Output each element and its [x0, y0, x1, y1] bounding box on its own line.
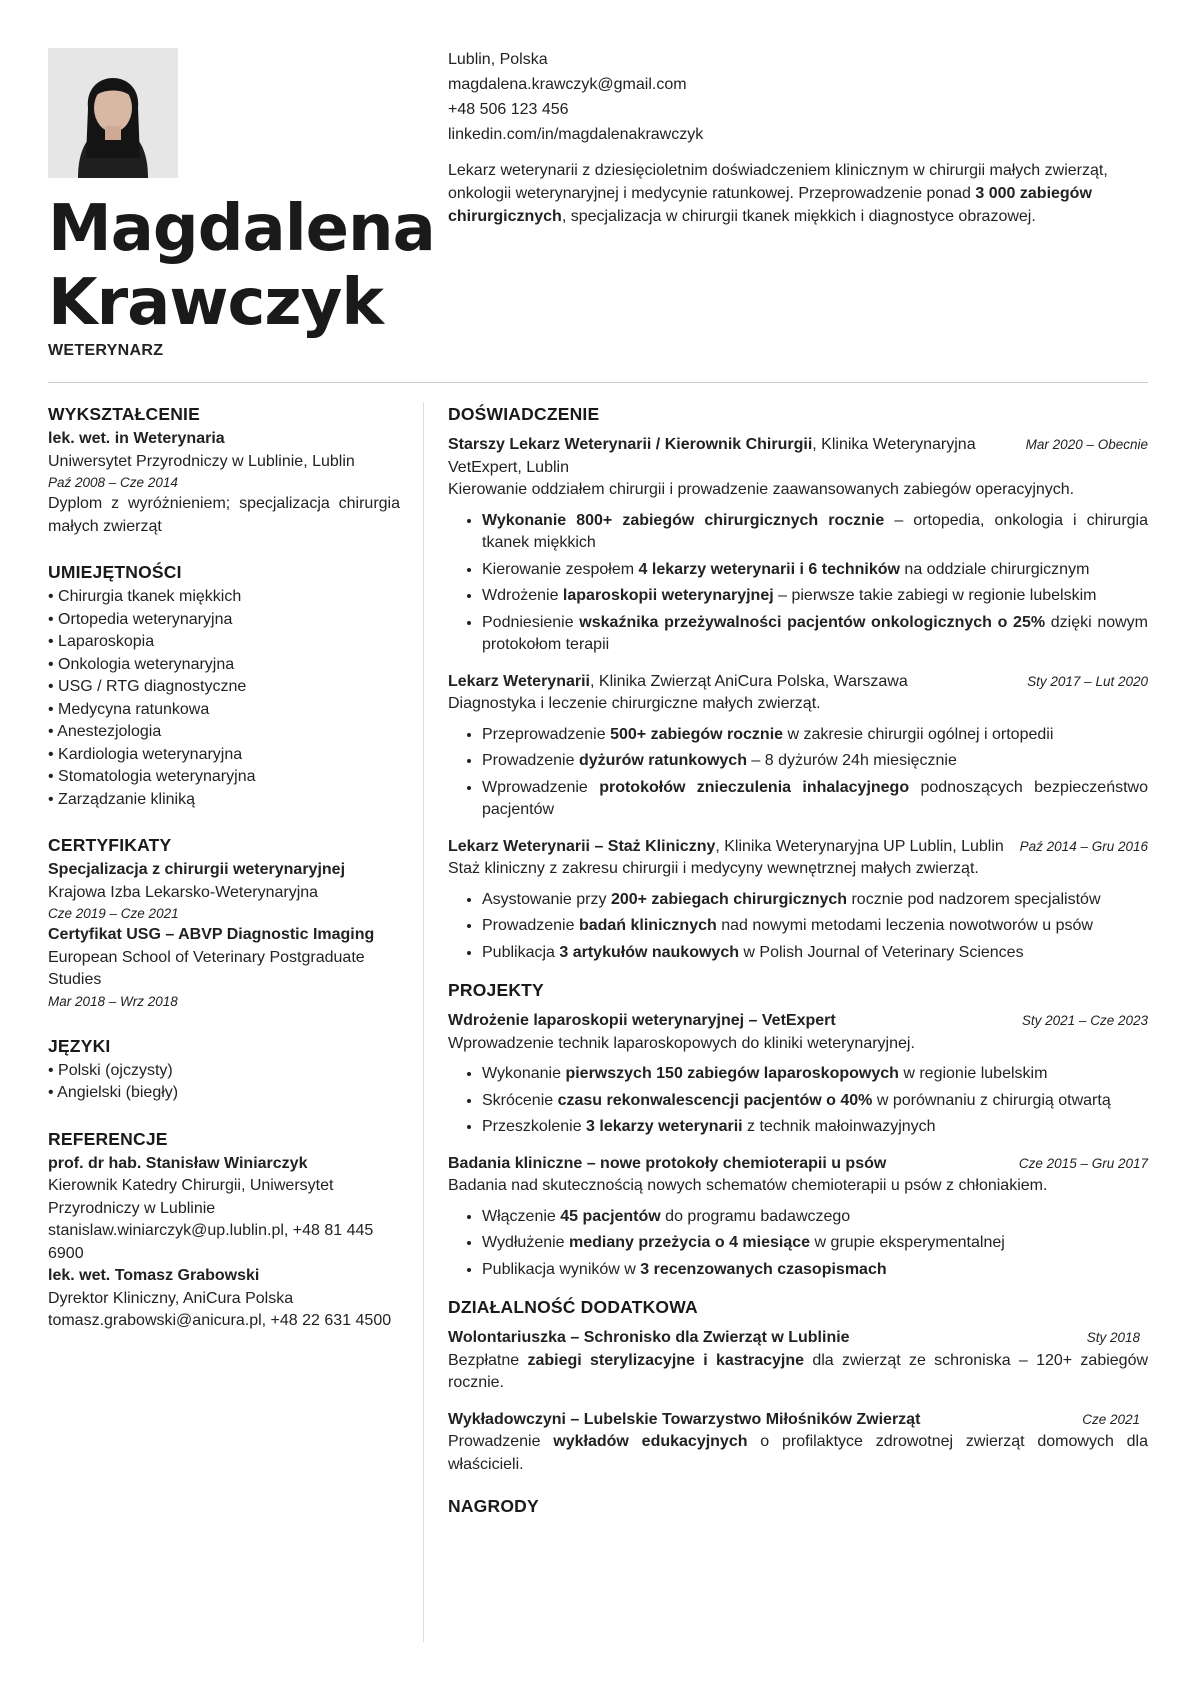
education-dates: Paź 2008 – Cze 2014 — [48, 475, 178, 490]
cert-issuer: Krajowa Izba Lekarsko-Weterynaryjna — [48, 883, 319, 901]
activity-dates: Sty 2018 — [1086, 1330, 1140, 1345]
right-column — [448, 402, 1148, 1526]
project-description: Wprowadzenie technik laparoskopowych do kliniki weterynaryjnej. — [448, 1034, 915, 1052]
job-bullet: • Wdrożenie laparoskopii weterynaryjnej – pierwsze takie zabiegi w regionie lubelskim — [482, 585, 1148, 608]
skills-section — [48, 560, 400, 811]
education-section — [48, 402, 400, 538]
language-item: • Polski (ojczysty) — [48, 1061, 173, 1079]
activity-title: Wolontariuszka – Schronisko dla Zwierząt w Lublinie — [448, 1329, 850, 1346]
job-header — [448, 671, 1148, 694]
activity-header — [448, 1409, 1148, 1432]
activity-header — [448, 1327, 1148, 1350]
contact-location: Lublin, Polska — [448, 51, 548, 68]
project-dates: Sty 2021 – Cze 2023 — [1021, 1013, 1148, 1028]
job-entry — [448, 434, 1148, 657]
project-bullet: • Skrócenie czasu rekonwalescencji pacjentów o 40% w porównaniu z chirurgią otwartą — [482, 1090, 1148, 1113]
contact-phone[interactable]: +48 506 123 456 — [448, 101, 569, 118]
project-description: Badania nad skutecznością nowych schematów chemioterapii u psów z chłoniakiem. — [448, 1177, 1048, 1194]
project-bullet: • Włączenie 45 pacjentów do programu badawczego — [482, 1206, 1148, 1229]
skill-item: • Onkologia weterynaryjna — [48, 655, 235, 673]
reference-name: lek. wet. Tomasz Grabowski — [48, 1267, 260, 1284]
skill-item: • Medycyna ratunkowa — [48, 700, 210, 718]
awards-section — [448, 1494, 1148, 1518]
job-bullets — [482, 510, 1148, 657]
project-title: Badania kliniczne – nowe protokoły chemioterapii u psów — [448, 1154, 887, 1172]
experience-heading: DOŚWIADCZENIE — [448, 404, 600, 424]
first-name: Magdalena — [48, 192, 435, 266]
header-divider — [48, 382, 1148, 383]
job-bullet: • Prowadzenie dyżurów ratunkowych – 8 dyżurów 24h miesięcznie — [482, 750, 1148, 773]
activity-description: Bezpłatne zabiegi sterylizacyjne i kastracyjne dla zwierząt ze schroniska – 120+ zabiegów rocznie. — [448, 1351, 1149, 1391]
job-description: Diagnostyka i leczenie chirurgiczne małych zwierząt. — [448, 695, 821, 712]
contact-block — [448, 47, 703, 147]
column-divider — [423, 402, 424, 1642]
skill-item: • USG / RTG diagnostyczne — [48, 678, 247, 695]
project-title: Wdrożenie laparoskopii weterynaryjnej – VetExpert — [448, 1012, 836, 1029]
profile-photo — [48, 48, 178, 178]
reference-position: Dyrektor Kliniczny, AniCura Polska — [48, 1289, 294, 1307]
languages-section — [48, 1034, 400, 1105]
project-dates: Cze 2015 – Gru 2017 — [1018, 1155, 1148, 1171]
references-heading: REFERENCJE — [48, 1128, 168, 1149]
profile-summary — [448, 159, 1148, 228]
skill-item: • Stomatologia weterynaryjna — [48, 768, 256, 785]
left-column — [48, 402, 400, 1355]
cert-issuer: European School of Veterinary Postgraduate Studies — [48, 948, 365, 988]
full-name — [48, 192, 435, 340]
job-bullet: • Przeprowadzenie 500+ zabiegów rocznie w zakresie chirurgii ogólnej i ortopedii — [482, 724, 1148, 747]
languages-list — [48, 1060, 400, 1105]
reference-contact: stanislaw.winiarczyk@up.lublin.pl, +48 81 445 6900 — [48, 1222, 374, 1262]
job-role: WETERYNARZ — [48, 342, 164, 359]
activities-section — [448, 1295, 1148, 1476]
summary-highlight: 3 000 zabiegów chirurgicznych — [448, 185, 1092, 225]
project-bullet: • Przeszkolenie 3 lekarzy weterynarii z technik małoinwazyjnych — [482, 1116, 1148, 1139]
references-section — [48, 1127, 400, 1333]
experience-section — [448, 402, 1148, 964]
job-header — [448, 836, 1148, 859]
awards-heading: NAGRODY — [448, 1496, 539, 1516]
job-bullet: • Kierowanie zespołem 4 lekarzy weterynarii i 6 techników na oddziale chirurgicznym — [482, 559, 1148, 582]
job-bullet: • Wprowadzenie protokołów znieczulenia inhalacyjnego podnoszących bezpieczeństwo pacjentów — [482, 777, 1148, 822]
job-dates: Sty 2017 – Lut 2020 — [1027, 673, 1148, 689]
job-bullet: • Publikacja 3 artykułów naukowych w Polish Journal of Veterinary Sciences — [482, 942, 1148, 965]
activity-entry — [448, 1409, 1148, 1477]
skill-item: • Zarządzanie kliniką — [48, 790, 195, 808]
job-description: Kierowanie oddziałem chirurgii i prowadzenie zaawansowanych zabiegów operacyjnych. — [448, 481, 1075, 498]
education-heading: WYKSZTAŁCENIE — [48, 404, 200, 424]
reference-position: Kierownik Katedry Chirurgii, Uniwersytet Przyrodniczy w Lublinie — [48, 1177, 334, 1217]
job-entry — [448, 671, 1148, 822]
project-entry — [448, 1153, 1148, 1282]
job-bullet: • Asystowanie przy 200+ zabiegach chirurgicznych rocznie pod nadzorem specjalistów — [482, 889, 1148, 912]
job-description: Staż kliniczny z zakresu chirurgii i medycyny wewnętrznej małych zwierząt. — [448, 860, 979, 877]
projects-section — [448, 978, 1148, 1281]
job-org: , Klinika Weterynaryjna UP Lublin, Lublin — [715, 837, 1004, 855]
activity-title: Wykładowczyni – Lubelskie Towarzystwo Miłośników Zwierząt — [448, 1410, 921, 1428]
skill-item: • Chirurgia tkanek miękkich — [48, 588, 242, 605]
reference-name: prof. dr hab. Stanisław Winiarczyk — [48, 1154, 308, 1172]
activity-entry — [448, 1327, 1148, 1395]
education-note: Dyplom z wyróżnieniem; specjalizacja chirurgia małych zwierząt — [48, 495, 400, 535]
skill-item: • Kardiologia weterynaryjna — [48, 745, 243, 763]
job-entry — [448, 836, 1148, 965]
activity-dates: Cze 2021 — [1082, 1411, 1140, 1427]
job-bullet: • Wykonanie 800+ zabiegów chirurgicznych rocznie – ortopedia, onkologia i chirurgia tkanek miękkich — [482, 510, 1148, 555]
contact-email[interactable]: magdalena.krawczyk@gmail.com — [448, 76, 687, 93]
job-dates: Mar 2020 – Obecnie — [1025, 437, 1148, 452]
project-header — [448, 1010, 1148, 1033]
skills-list — [48, 586, 400, 811]
job-title: Lekarz Weterynarii — [448, 672, 590, 690]
language-item: • Angielski (biegły) — [48, 1084, 179, 1101]
project-header — [448, 1153, 1148, 1176]
languages-heading: JĘZYKI — [48, 1035, 111, 1056]
cert-dates: Mar 2018 – Wrz 2018 — [48, 993, 178, 1009]
projects-heading: PROJEKTY — [448, 980, 544, 1000]
education-degree: lek. wet. in Weterynaria — [48, 430, 225, 447]
project-bullets — [482, 1063, 1148, 1139]
job-org: , Klinika Zwierząt AniCura Polska, Warszawa — [590, 672, 908, 690]
job-bullets — [482, 724, 1148, 822]
project-bullet: • Publikacja wyników w 3 recenzowanych czasopismach — [482, 1259, 1148, 1282]
last-name: Krawczyk — [48, 266, 383, 340]
project-bullet: • Wykonanie pierwszych 150 zabiegów laparoskopowych w regionie lubelskim — [482, 1063, 1148, 1086]
job-bullets — [482, 889, 1148, 965]
project-bullets — [482, 1206, 1148, 1282]
contact-linkedin[interactable]: linkedin.com/in/magdalenakrawczyk — [448, 126, 704, 143]
summary-text-1: Lekarz weterynarii z dziesięcioletnim doświadczeniem klinicznym w chirurgii małych zwierząt, onkologii weterynaryjnej i medycynie ratunkowej. Przeprowadzenie ponad — [448, 162, 1108, 202]
cert-dates: Cze 2019 – Cze 2021 — [48, 906, 179, 921]
project-bullet: • Wydłużenie mediany przeżycia o 4 miesiące w grupie eksperymentalnej — [482, 1232, 1148, 1255]
cert-name: Certyfikat USG – ABVP Diagnostic Imaging — [48, 926, 375, 943]
activity-description: Prowadzenie wykładów edukacyjnych o profilaktyce zdrowotnej zwierząt domowych dla właścicieli. — [448, 1433, 1148, 1473]
job-bullet: • Prowadzenie badań klinicznych nad nowymi metodami leczenia nowotworów u psów — [482, 915, 1148, 938]
activities-heading: DZIAŁALNOŚĆ DODATKOWA — [448, 1297, 698, 1317]
job-title: Starszy Lekarz Weterynarii / Kierownik Chirurgii — [448, 436, 813, 453]
job-org: , Klinika Weterynaryjna VetExpert, Lublin — [448, 436, 976, 476]
certificates-section — [48, 833, 400, 1012]
job-title: Lekarz Weterynarii – Staż Kliniczny — [448, 837, 716, 855]
job-dates: Paź 2014 – Gru 2016 — [1019, 838, 1148, 854]
job-bullet: • Podniesienie wskaźnika przeżywalności pacjentów onkologicznych o 25% dzięki nowym protokołom terapii — [482, 612, 1148, 657]
skill-item: • Laparoskopia — [48, 633, 155, 650]
skill-item: • Ortopedia weterynaryjna — [48, 610, 233, 628]
project-entry — [448, 1010, 1148, 1139]
certificates-heading: CERTYFIKATY — [48, 835, 172, 855]
summary-text-2: , specjalizacja w chirurgii tkanek miękkich i diagnostyce obrazowej. — [561, 208, 1036, 225]
skill-item: • Anestezjologia — [48, 723, 162, 740]
reference-contact: tomasz.grabowski@anicura.pl, +48 22 631 4500 — [48, 1312, 392, 1329]
skills-heading: UMIEJĘTNOŚCI — [48, 562, 182, 582]
cert-name: Specjalizacja z chirurgii weterynaryjnej — [48, 861, 346, 878]
education-school: Uniwersytet Przyrodniczy w Lublinie, Lublin — [48, 452, 355, 470]
job-header — [448, 434, 1148, 479]
